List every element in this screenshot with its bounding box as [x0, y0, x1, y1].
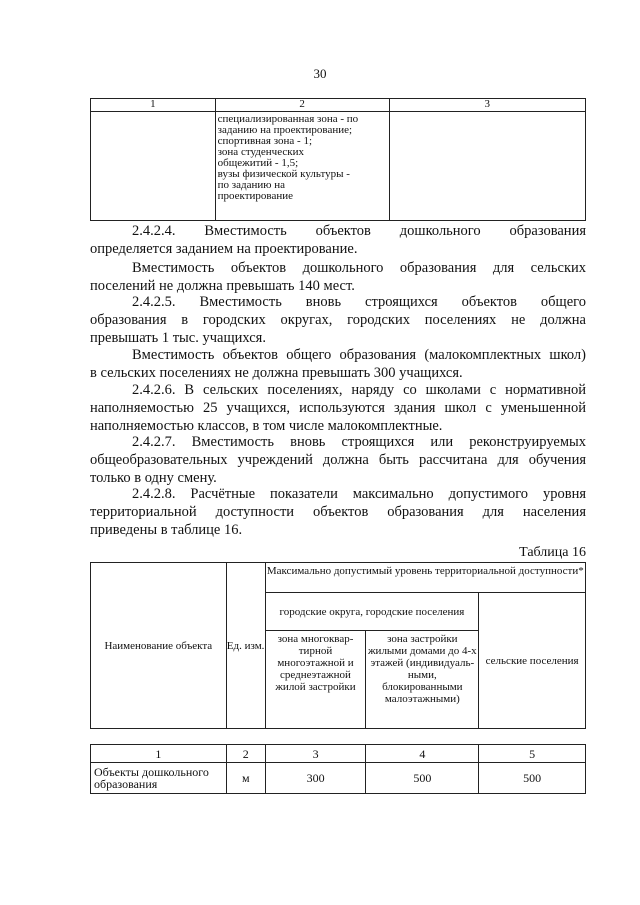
- table16-body: [90, 744, 586, 794]
- header-zone-multistorey: зона многоквар-тирной многоэтажной и среднеэтажной жилой застройки: [265, 631, 366, 729]
- header-name: Наименование объекта: [91, 563, 227, 729]
- col-number-2: 2: [226, 745, 265, 763]
- cell-line: спортивная зона - 1;: [217, 135, 312, 147]
- col-header-1: 1: [91, 99, 216, 112]
- table16-header: [90, 562, 586, 729]
- col-number-5: 5: [479, 745, 586, 763]
- cell-line: общежитий - 1,5;: [217, 157, 299, 169]
- cell-line: по заданию на: [217, 179, 285, 191]
- row-value-3: 300: [265, 763, 366, 794]
- paragraph-rural-preschool: Вместимость объектов дошкольного образования для сельских поселений не должна превышать 140 мест.: [90, 260, 586, 294]
- header-unit: Ед. изм.: [226, 563, 265, 729]
- cell-line: вузы физической культуры -: [217, 168, 350, 180]
- page-number: 30: [313, 66, 327, 81]
- cell-line: проектирование: [217, 190, 294, 202]
- table-row: [91, 763, 586, 794]
- row-value-5: 500: [479, 763, 586, 794]
- header-zone-lowrise: зона застройки жилыми домами до 4-х этажей (индивидуаль-ными, блокированными малоэтажными): [366, 631, 479, 729]
- row-name: Объекты дошкольного образования: [91, 763, 227, 794]
- header-urban: городские округа, городские поселения: [265, 593, 479, 631]
- paragraph-rural-school: Вместимость объектов общего образования (малокомплектных школ) в сельских поселениях не должна превышать 300 учащихся.: [90, 347, 586, 381]
- col-number-4: 4: [366, 745, 479, 763]
- header-max-access: Максимально допустимый уровень территориальной доступности*: [265, 563, 585, 593]
- col-number-3: 3: [265, 745, 366, 763]
- cell-zones: [215, 112, 389, 221]
- col-number-1: 1: [91, 745, 227, 763]
- cell-line: зона студенческих: [217, 146, 304, 158]
- paragraph-2-4-2-6: 2.4.2.6. В сельских поселениях, наряду со школами с нормативной наполняемостью 25 учащихся, используются здания школ с уменьшенной наполняемостью классов, в том числе малокомплектные.: [90, 382, 586, 434]
- cell-line: заданию на проектирование;: [217, 124, 353, 136]
- paragraph-2-4-2-7: 2.4.2.7. Вместимость вновь строящихся или реконструируемых общеобразовательных учреждений должна быть рассчитана для обучения только в одну смену.: [90, 434, 586, 486]
- table-caption: Таблица 16: [519, 545, 586, 560]
- paragraph-2-4-2-4: 2.4.2.4. Вместимость объектов дошкольного образования определяется заданием на проектирование.: [90, 223, 586, 257]
- header-rural: сельские поселения: [479, 593, 586, 729]
- paragraph-2-4-2-5: 2.4.2.5. Вместимость вновь строящихся объектов общего образования в городских округах, городских поселениях не должна превышать 1 тыс. учащихся.: [90, 294, 586, 346]
- cell-empty-1: [91, 112, 216, 221]
- cell-empty-3: [389, 112, 585, 221]
- row-unit: м: [226, 763, 265, 794]
- row-value-4: 500: [366, 763, 479, 794]
- continuation-table: [90, 98, 586, 221]
- col-header-2: 2: [215, 99, 389, 112]
- col-header-3: 3: [389, 99, 585, 112]
- cell-line: специализированная зона - по: [217, 113, 359, 125]
- paragraph-2-4-2-8: 2.4.2.8. Расчётные показатели максимально допустимого уровня территориальной доступности объектов образования для населения приведены в таблице 16.: [90, 486, 586, 538]
